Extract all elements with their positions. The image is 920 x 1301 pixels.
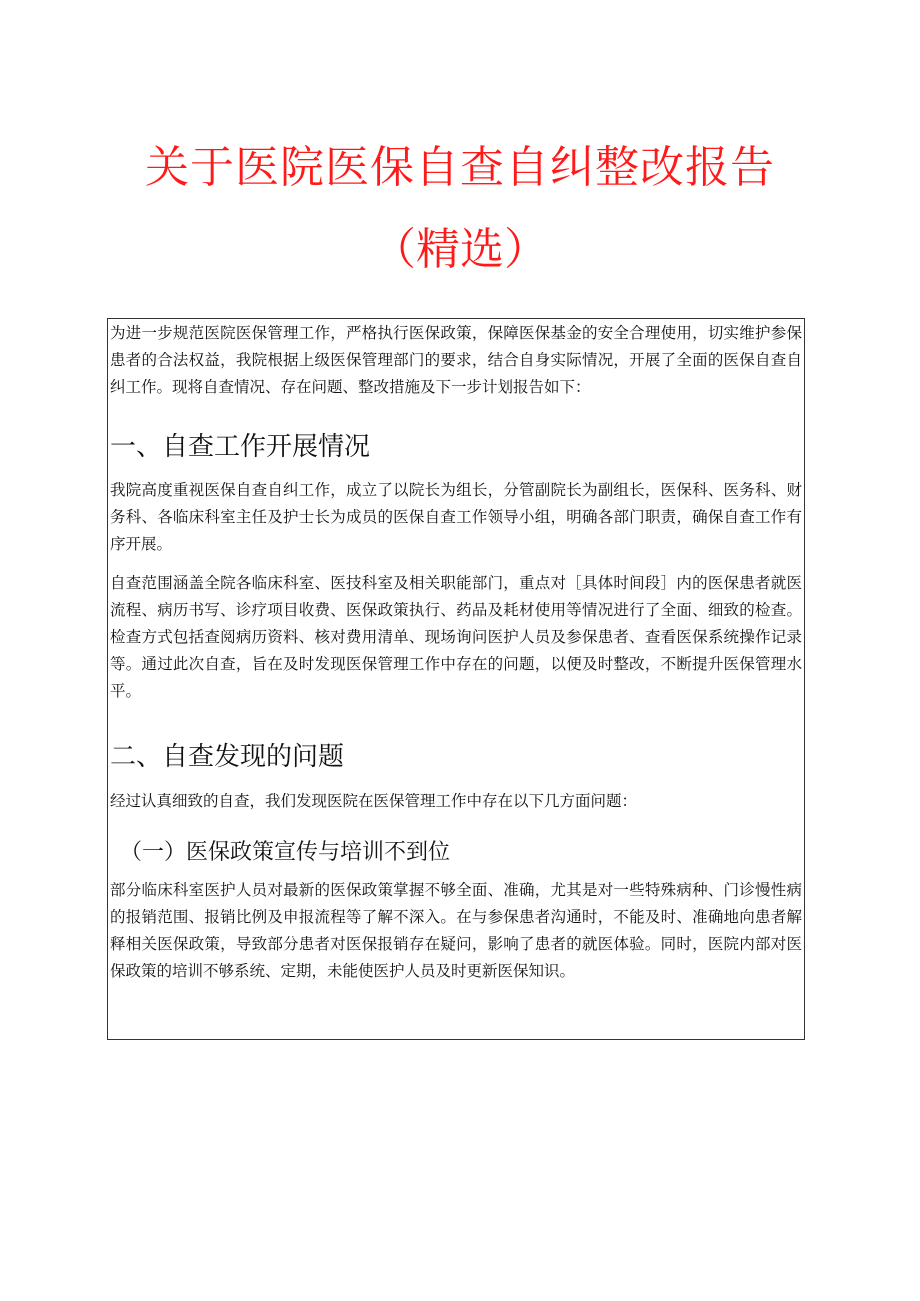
- subsection-1-heading: （一）医保政策宣传与培训不到位: [120, 840, 451, 865]
- document-title: [0, 138, 920, 280]
- section-2-intro: 经过认真细致的自查，我们发现医院在医保管理工作中存在以下几方面问题：: [110, 792, 638, 810]
- section-1-heading: 一、自查工作开展情况: [110, 432, 371, 462]
- title-main: 关于医院医保自查自纠整改报告: [145, 142, 775, 193]
- section-2-heading: 二、自查发现的问题: [110, 742, 345, 772]
- section-1-paragraph-1: 我院高度重视医保自查自纠工作，成立了以院长为组长，分管副院长为副组长，医保科、医务科、财务科、各临床科室主任及护士长为成员的医保自查工作领导小组，明确各部门职责，确保自查工作有序开展。: [110, 481, 802, 553]
- report-body: [107, 318, 805, 1040]
- subsection-1-paragraph: 部分临床科室医护人员对最新的医保政策掌握不够全面、准确，尤其是对一些特殊病种、门诊慢性病的报销范围、报销比例及申报流程等了解不深入。在与参保患者沟通时，不能及时、准确地向患者解释相关医保政策，导致部分患者对医保报销存在疑问，影响了患者的就医体验。同时，医院内部对医保政策的培训不够系统、定期，未能使医护人员及时更新医保知识。: [110, 881, 802, 980]
- intro-paragraph: 为进一步规范医院医保管理工作，严格执行医保政策，保障医保基金的安全合理使用，切实维护参保患者的合法权益，我院根据上级医保管理部门的要求，结合自身实际情况，开展了全面的医保自查自纠工作。现将自查情况、存在问题、整改措施及下一步计划报告如下：: [110, 324, 802, 396]
- title-subtitle: （精选）: [372, 224, 548, 275]
- section-1-paragraph-2: 自查范围涵盖全院各临床科室、医技科室及相关职能部门，重点对［具体时间段］内的医保患者就医流程、病历书写、诊疗项目收费、医保政策执行、药品及耗材使用等情况进行了全面、细致的检查。检查方式包括查阅病历资料、核对费用清单、现场询问医护人员及参保患者、查看医保系统操作记录等。通过此次自查，旨在及时发现医保管理工作中存在的问题，以便及时整改，不断提升医保管理水平。: [110, 574, 802, 700]
